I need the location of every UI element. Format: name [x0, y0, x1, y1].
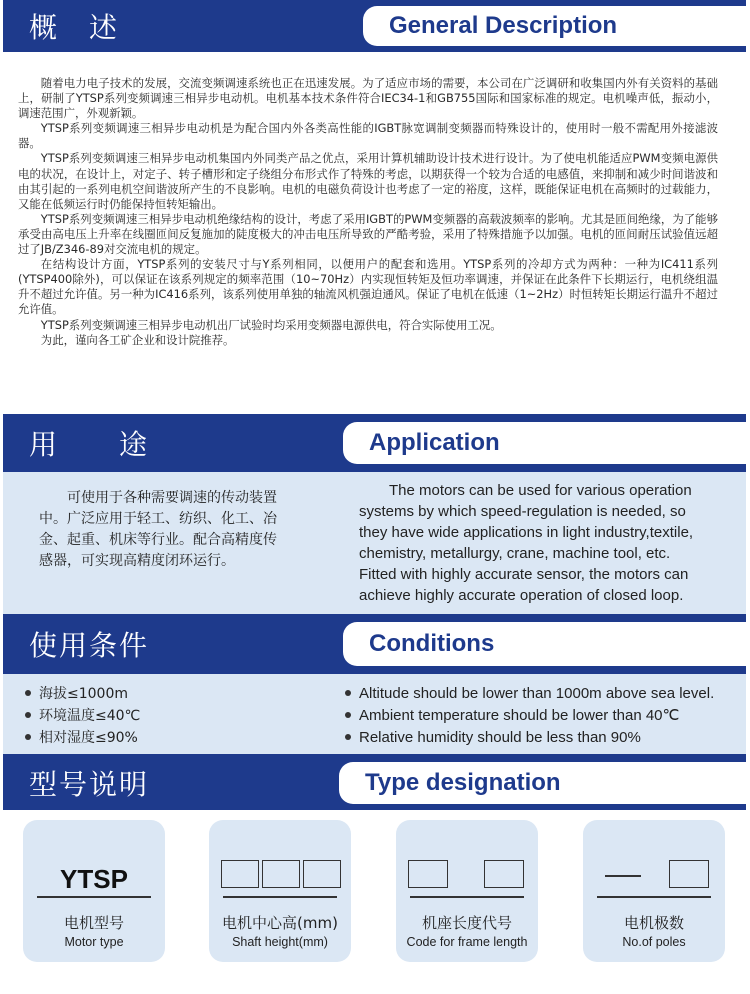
- section-title-en: Application: [369, 429, 500, 456]
- condition-item: [25, 726, 140, 748]
- type-label-en: Motor type: [64, 935, 124, 949]
- section-header-application: [3, 414, 746, 472]
- text-line: 中。广泛应用于轻工、纺织、化工、冶: [39, 511, 277, 527]
- condition-item: [25, 682, 140, 704]
- text-line: chemistry, metallurgy, crane, machine tool, etc.: [359, 545, 671, 562]
- conditions-panel: [3, 674, 746, 754]
- type-label-en: No.of poles: [622, 935, 686, 949]
- bullet-icon: [25, 712, 31, 718]
- section-title-cn: 用 途: [29, 428, 150, 461]
- section-title-en: Conditions: [369, 630, 495, 657]
- condition-item: [345, 726, 714, 748]
- overview-paragraph: 为此，谨向各工矿企业和设计院推荐。: [40, 332, 235, 347]
- type-label-cn: 电机中心高(mm): [222, 914, 338, 932]
- text-line: systems by which speed-regulation is needed, so: [359, 503, 686, 520]
- overview-paragraph: YTSP系列变频调速三相异步电动机出厂试验时均采用变频器电源供电，符合实际使用工况。: [40, 317, 502, 332]
- section-header-type-designation: [3, 754, 746, 812]
- section-title-en: Type designation: [365, 769, 561, 796]
- underline: [410, 896, 524, 898]
- type-card-shaft-height: [209, 820, 351, 962]
- type-card-frame-length: [396, 820, 538, 962]
- section-title-en-box: [339, 762, 746, 804]
- section-title-en-box: [343, 422, 746, 464]
- section-header-overview: [3, 0, 746, 52]
- text-line: achieve highly accurate operation of closed loop.: [359, 587, 684, 604]
- text-line: they have wide applications in light industry,textile,: [359, 524, 694, 541]
- bullet-icon: [25, 690, 31, 696]
- type-card-poles: [583, 820, 725, 962]
- text-line: Fitted with highly accurate sensor, the motors can: [359, 566, 689, 583]
- type-label-cn: 电机极数: [623, 914, 684, 932]
- bullet-icon: [345, 734, 351, 740]
- type-code: YTSP: [60, 864, 128, 894]
- bullet-icon: [25, 734, 31, 740]
- digit-box: [669, 860, 709, 888]
- overview-paragraph: YTSP系列变频调速三相异步电动机集国内外同类产品之优点，采用计算机辅助设计技术进行设计。为了使电机能适应PWM变频电源供电的状况，在设计上，对定子、转子槽形和定子绕组分布形式作了特殊的考虑，以期获得一个较为合适的电感值，来抑制和减少时间谐波和由其引起的一系列电机空间谐波所产生的不良影响。电机的电磁负荷设计也考虑了一定的裕度，这样，既能保证电机在高频时的过载能力，又能在低频运行时仍能保持恒转矩输出。: [18, 151, 718, 211]
- application-panel: [3, 472, 746, 614]
- application-text-en: [359, 480, 727, 606]
- bullet-icon: [345, 712, 351, 718]
- conditions-list-en: [345, 682, 714, 748]
- bullet-icon: [345, 690, 351, 696]
- digit-box: [221, 860, 259, 888]
- digit-box: [303, 860, 341, 888]
- dash-mark: [605, 875, 641, 877]
- section-title-cn: 型号说明: [29, 768, 150, 801]
- overview-text: [18, 76, 718, 348]
- text-line: 金、起重、机床等行业。配合高精度传: [39, 532, 277, 548]
- digit-box: [262, 860, 300, 888]
- text-line: 感器，可实现高精度闭环运行。: [39, 553, 235, 569]
- section-header-conditions: [3, 614, 746, 674]
- condition-text: Altitude should be lower than 1000m above sea level.: [359, 684, 715, 702]
- overview-paragraph: YTSP系列变频调速三相异步电动机绝缘结构的设计，考虑了采用IGBT的PWM变频器的高载波频率的影响。尤其是匝间绝缘，为了能够承受由高电压上升率在线圈匝间反复施加的陡度极大的冲击电压所导致的严酷考验，采用了特殊措施予以加强。电机的匝间耐压试验值远超过了JB/Z346-89对交流电机的规定。: [18, 211, 718, 257]
- type-card-motor-type: [23, 820, 165, 962]
- type-label-cn: 机座长度代号: [421, 914, 512, 932]
- section-title-en-box: [363, 6, 746, 46]
- condition-text: Ambient temperature should be lower than 40℃: [359, 707, 680, 724]
- condition-text: 环境温度≤40℃: [39, 708, 141, 724]
- underline: [37, 896, 151, 898]
- condition-item: [345, 704, 714, 726]
- type-label-cn: 电机型号: [63, 914, 124, 932]
- section-title-en: General Description: [389, 12, 618, 39]
- text-line: 可使用于各种需要调速的传动装置: [39, 490, 277, 506]
- overview-paragraph: 随着电力电子技术的发展，交流变频调速系统也正在迅速发展。为了适应市场的需要，本公司在广泛调研和收集国内外有关资料的基础上，研制了YTSP系列变频调速三相异步电动机。电机基本技术条件符合IEC34-1和GB755国际和国家标准的规定。电机噪声低，振动小，调速范围广，外观新颖。: [18, 76, 718, 121]
- condition-item: [345, 682, 714, 704]
- overview-paragraph: 在结构设计方面，YTSP系列的安装尺寸与Y系列相同，以便用户的配套和选用。YTSP系列的冷却方式为两种：一种为IC411系列(YTSP400除外)，可以保证在该系列规定的频率范围（10~70Hz）内实现恒转矩及恒功率调速，并保证在此条件下长期运行，电机绕组温升不超过允许值。另一种为IC416系列，该系列使用单独的轴流风机强迫通风。保证了电机在低速（1~2Hz）时恒转矩长期运行温升不超过允许值。: [18, 257, 718, 317]
- digit-box: [408, 860, 448, 888]
- condition-text: 海拔≤1000m: [39, 686, 128, 702]
- type-label-en: Shaft height(mm): [232, 935, 328, 949]
- overview-paragraph: YTSP系列变频调速三相异步电动机是为配合国内外各类高性能的IGBT脉宽调制变频器而特殊设计的，使用时一般不需配用外接滤波器。: [18, 121, 718, 151]
- section-title-cn: 使用条件: [29, 629, 150, 662]
- text-line: The motors can be used for various operation: [359, 482, 692, 499]
- conditions-list-cn: [25, 682, 140, 748]
- section-title-en-box: [343, 622, 746, 666]
- underline: [223, 896, 337, 898]
- digit-box: [484, 860, 524, 888]
- condition-item: [25, 704, 140, 726]
- section-title-cn: 概 述: [29, 11, 120, 44]
- application-text-cn: [39, 488, 311, 572]
- condition-text: Relative humidity should be less than 90%: [359, 728, 641, 746]
- condition-text: 相对湿度≤90%: [39, 730, 138, 746]
- type-label-en: Code for frame length: [406, 935, 528, 949]
- underline: [597, 896, 711, 898]
- type-designation-area: [3, 810, 746, 990]
